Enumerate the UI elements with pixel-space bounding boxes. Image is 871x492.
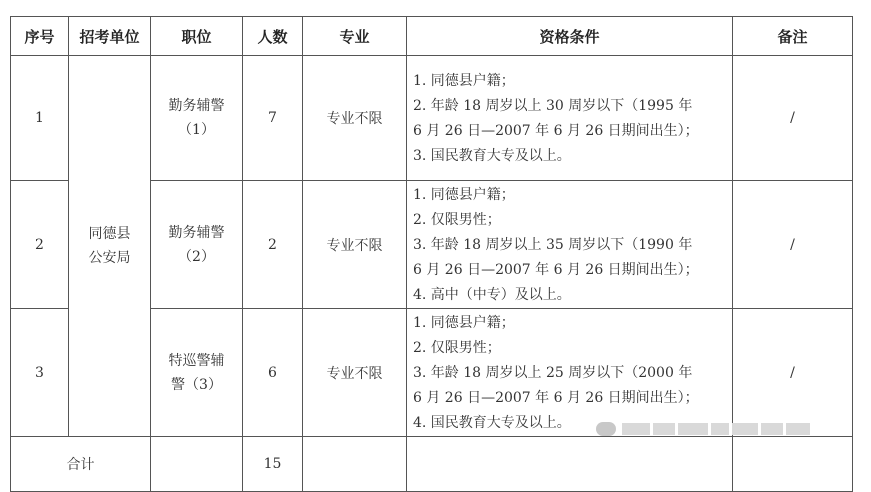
row-requirements [407,181,733,309]
row-position [151,56,243,181]
header-position: 职位 [151,17,243,56]
requirement-line: 1. 同德县户籍； [413,315,515,331]
requirement-line: 2. 仅限男性； [413,340,501,356]
total-row [11,437,853,492]
watermark-blur-block [761,423,783,435]
row-count: 7 [243,56,303,181]
total-empty-cell [151,437,243,492]
header-major: 专业 [303,17,407,56]
row-major: 专业不限 [303,309,407,437]
unit-name-line: 公安局 [88,250,131,266]
header-remarks: 备注 [733,17,853,56]
watermark-blur-block [678,423,708,435]
total-empty-cell [407,437,733,492]
row-count: 2 [243,181,303,309]
recruiting-unit [69,56,151,437]
total-label: 合计 [11,437,151,492]
position-line: 特巡警辅 [168,352,225,369]
row-major: 专业不限 [303,181,407,309]
header-requirements: 资格条件 [407,17,733,56]
row-remarks: / [733,309,853,437]
header-row [11,17,853,56]
header-unit: 招考单位 [69,17,151,56]
position-line: 警（3） [171,376,222,393]
row-requirements [407,56,733,181]
position-line: 勤务辅警 [168,98,225,114]
blurred-watermark [596,418,836,440]
row-position [151,309,243,437]
table-row [11,56,853,181]
watermark-blur-block [653,423,675,435]
position-line: （1） [178,122,215,138]
watermark-blur-block [732,423,758,435]
unit-name [89,222,131,270]
requirement-line: 3. 年龄 18 周岁以上 35 周岁以下（1990 年 [413,237,693,253]
requirement-line: 3. 年龄 18 周岁以上 25 周岁以下（2000 年 [413,365,693,381]
requirement-line: 1. 同德县户籍； [413,73,515,89]
position-line: 勤务辅警 [168,224,225,241]
row-index: 3 [11,309,69,437]
row-remarks: / [733,56,853,181]
requirement-line: 6 月 26 日—2007 年 6 月 26 日期间出生）； [413,262,699,278]
watermark-blur-block [622,423,650,435]
requirement-line: 1. 同德县户籍； [413,187,515,203]
row-position [151,181,243,309]
total-empty-cell [303,437,407,492]
row-remarks: / [733,181,853,309]
requirement-line: 2. 年龄 18 周岁以上 30 周岁以下（1995 年 [413,98,693,114]
watermark-blur-block [786,423,810,435]
requirement-line: 2. 仅限男性； [413,212,501,228]
watermark-blur-block [711,423,729,435]
total-empty-cell [733,437,853,492]
position-line: （2） [178,248,215,265]
unit-name-line: 同德县 [88,226,131,242]
requirement-line: 6 月 26 日—2007 年 6 月 26 日期间出生）； [413,390,699,406]
header-count: 人数 [243,17,303,56]
row-index: 1 [11,56,69,181]
watermark-logo-icon [596,422,616,436]
row-count: 6 [243,309,303,437]
header-index: 序号 [11,17,69,56]
row-index: 2 [11,181,69,309]
total-count: 15 [243,437,303,492]
requirement-line: 3. 国民教育大专及以上。 [413,148,571,164]
requirement-line: 6 月 26 日—2007 年 6 月 26 日期间出生）； [413,123,699,139]
requirement-line: 4. 国民教育大专及以上。 [413,415,571,431]
requirement-line: 4. 高中（中专）及以上。 [413,287,571,303]
row-major: 专业不限 [303,56,407,181]
